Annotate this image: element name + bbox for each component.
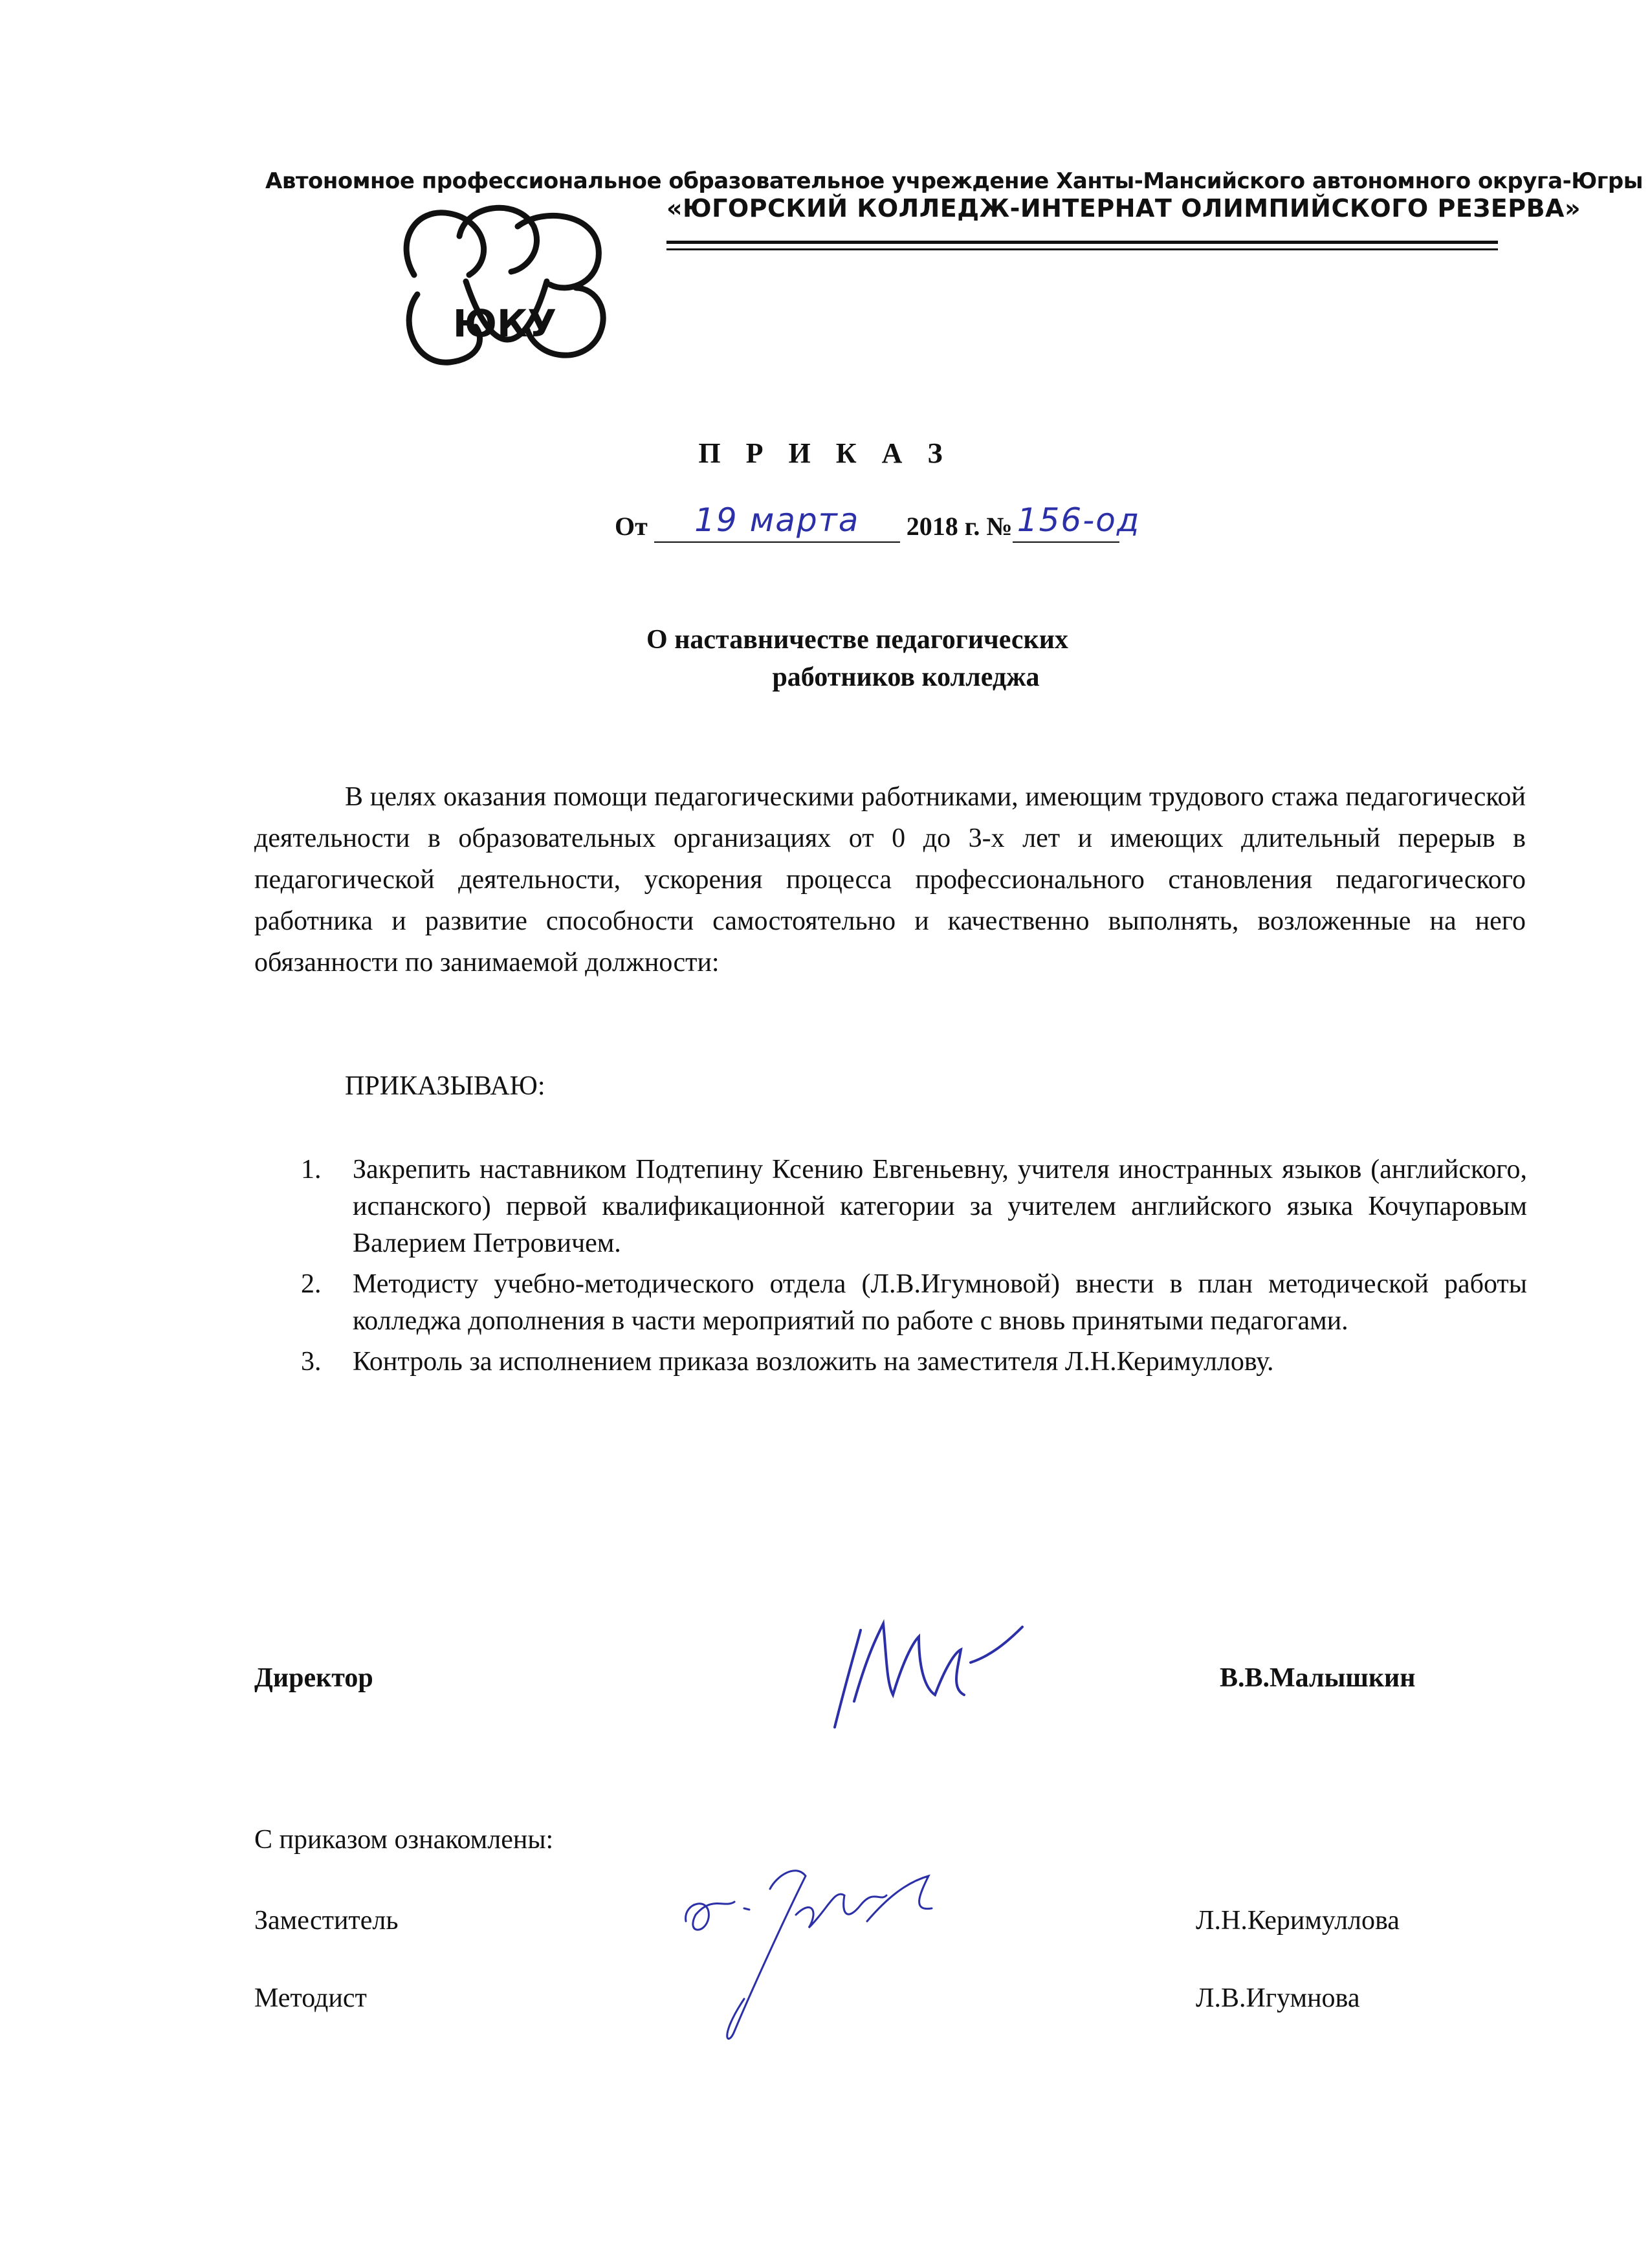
order-item: [288, 1151, 1527, 1262]
handwritten-number: 156-од: [1017, 501, 1141, 539]
item-text: Контроль за исполнением приказа возложить на заместителя Л.Н.Керимуллову.: [353, 1347, 1274, 1377]
college-logo: [388, 197, 621, 385]
deputy-name: Л.Н.Керимуллова: [1196, 1906, 1400, 1935]
date-prefix: От: [615, 512, 648, 541]
director-name: В.В.Малышкин: [1220, 1663, 1416, 1693]
preamble-paragraph: В целях оказания помощи педагогическими работниками, имеющим трудового стажа педагогической деятельности в образовательных организациях от 0 до 3-х лет и имеющих длительный перерыв в педагогической деятельности, ускорения процесса профессионального становления педагогического работника и развитие способности самостоятельно и качественно выполнять, возложенные на него обязанности по занимаемой должности:: [254, 782, 1526, 977]
deputy-signature: [673, 1837, 951, 2051]
header-rule-top: [666, 241, 1498, 244]
order-date-line: [615, 501, 1141, 550]
date-blank: [654, 501, 900, 543]
college-name: «ЮГОРСКИЙ КОЛЛЕДЖ-ИНТЕРНАТ ОЛИМПИЙСКОГО РЕЗЕРВА»: [666, 194, 1581, 223]
item-text: Методисту учебно-методического отдела (Л.В.Игумновой) внести в план методической работы колледжа дополнения в части мероприятий по работе с вновь принятыми педагогами.: [353, 1269, 1527, 1336]
order-item: [288, 1344, 1527, 1380]
number-label: №: [986, 512, 1013, 541]
handwritten-date: 19 марта: [694, 501, 860, 539]
subject-line-2: работников колледжа: [772, 662, 1040, 692]
item-text: Закрепить наставником Подтепину Ксению Евгеньевну, учителя иностранных языков (английского, испанского) первой квалификационной категории за учителем английского языка Кочупаровым Валерием Петровичем.: [353, 1155, 1527, 1258]
director-role: Директор: [254, 1663, 373, 1693]
document-title: П Р И К А З: [698, 437, 952, 469]
item-number: 1.: [301, 1155, 322, 1184]
acknowledged-label: С приказом ознакомлены:: [254, 1825, 554, 1855]
item-number: 2.: [301, 1269, 322, 1299]
order-subject: [582, 621, 1229, 696]
logo-lettering: ЮКУ: [452, 301, 557, 345]
methodist-name: Л.В.Игумнова: [1196, 1983, 1360, 2013]
order-items: [288, 1151, 1527, 1384]
institution-name: Автономное профессиональное образовательное учреждение Ханты-Мансийского автономного округа-Югры: [265, 168, 1643, 194]
director-signature: [822, 1598, 1029, 1747]
order-item: [288, 1266, 1527, 1340]
number-blank: [1013, 501, 1141, 543]
header-rule-bottom: [666, 248, 1498, 250]
order-year: 2018 г.: [906, 512, 980, 541]
item-number: 3.: [301, 1347, 322, 1377]
methodist-role: Методист: [254, 1983, 367, 2013]
deputy-role: Заместитель: [254, 1906, 399, 1935]
order-word: ПРИКАЗЫВАЮ:: [345, 1071, 545, 1101]
subject-line-1: О наставничестве педагогических: [646, 625, 1068, 655]
